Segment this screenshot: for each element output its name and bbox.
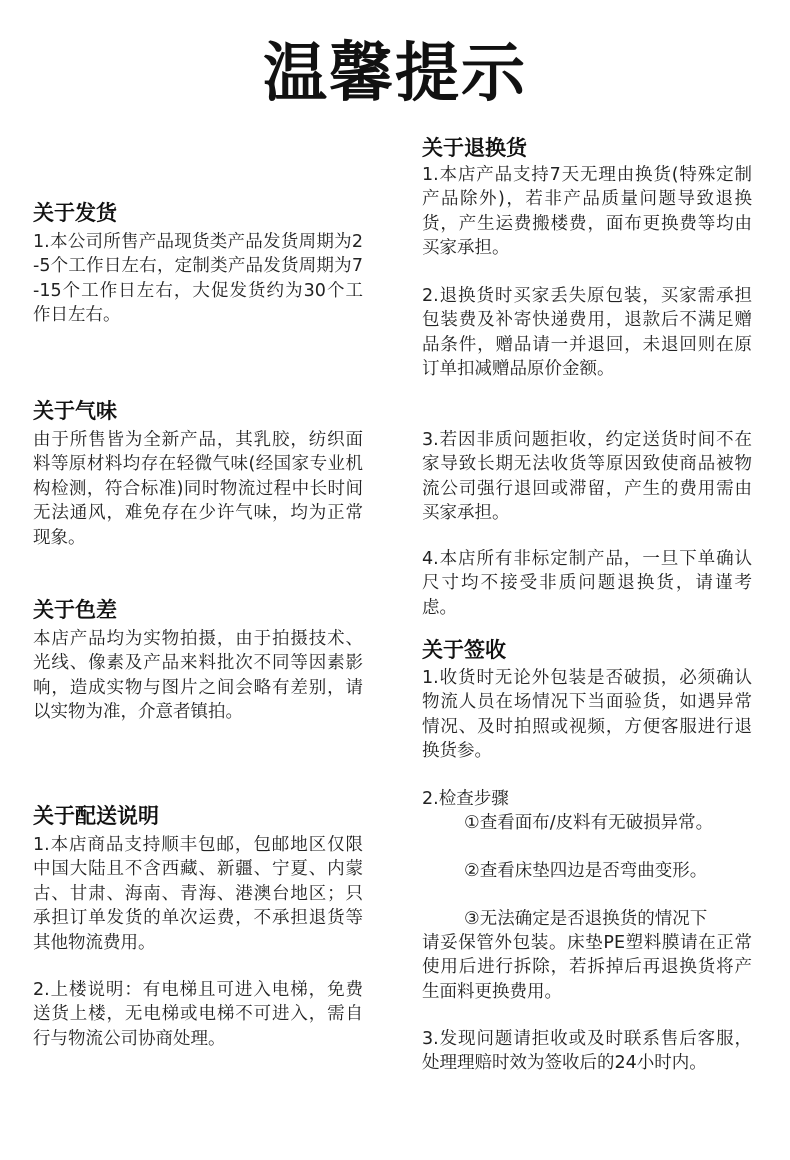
- returns-heading: 关于退换货: [422, 136, 527, 160]
- signing-step-2: ②查看床垫四边是否弯曲变形。: [464, 861, 708, 881]
- signing-paragraph-3: 3.发现问题请拒收或及时联系售后客服，处理理赔时效为签收后的24小时内。: [422, 1029, 752, 1074]
- color-heading: 关于色差: [33, 598, 117, 622]
- delivery-paragraph-2: 2.上楼说明：有电梯且可进入电梯，免费送货上楼，无电梯或电梯不可进入，需自行与物流公司协商处理。: [33, 980, 363, 1049]
- signing-paragraph-2: 2.检查步骤: [422, 789, 509, 809]
- shipping-paragraph-1: 1.本公司所售产品现货类产品发货周期为2-5个工作日左右，定制类产品发货周期为7-15个工作日左右，大促发货约为30个工作日左右。: [33, 232, 363, 326]
- color-paragraph-1: 本店产品均为实物拍摄，由于拍摄技术、光线、像素及产品来料批次不同等因素影响，造成实物与图片之间会略有差别，请以实物为准，介意者镇拍。: [33, 629, 363, 723]
- page-title: 温馨提示: [263, 37, 527, 111]
- signing-step-3-rest: 请妥保管外包装。床垫PE塑料膜请在正常使用后进行拆除，若拆掉后再退换货将产生面料更换费用。: [422, 933, 752, 1002]
- odor-paragraph-1: 由于所售皆为全新产品，其乳胶，纺织面料等原材料均存在轻微气味(经国家专业机构检测，符合标准)同时物流过程中长时间无法通风，难免存在少许气味，均为正常现象。: [33, 430, 363, 548]
- signing-step-3-lead: ③无法确定是否退换货的情况下: [464, 909, 708, 929]
- signing-heading: 关于签收: [422, 638, 506, 662]
- delivery-heading: 关于配送说明: [33, 804, 159, 828]
- signing-step-1: ①查看面布/皮料有无破损异常。: [464, 813, 714, 833]
- delivery-paragraph-1: 1.本店商品支持顺丰包邮，包邮地区仅限中国大陆且不含西藏、新疆、宁夏、内蒙古、甘肃、海南、青海、港澳台地区；只承担订单发货的单次运费，不承担退货等其他物流费用。: [33, 835, 363, 953]
- odor-heading: 关于气味: [33, 399, 117, 423]
- signing-paragraph-1: 1.收货时无论外包装是否破损，必须确认物流人员在场情况下当面验货，如遇异常情况、及时拍照或视频，方便客服进行退换货参。: [422, 668, 752, 762]
- returns-paragraph-2: 2.退换货时买家丢失原包装，买家需承担包装费及补寄快递费用，退款后不满足赠品条件，赠品请一并退回，未退回则在原订单扣减赠品原价金额。: [422, 286, 752, 380]
- returns-paragraph-3: 3.若因非质问题拒收，约定送货时间不在家导致长期无法收货等原因致使商品被物流公司强行退回或滞留，产生的费用需由买家承担。: [422, 430, 752, 524]
- returns-paragraph-1: 1.本店产品支持7天无理由换货(特殊定制产品除外)，若非产品质量问题导致退换货，产生运费搬楼费，面布更换费等均由买家承担。: [422, 165, 752, 259]
- shipping-heading: 关于发货: [33, 201, 117, 225]
- returns-paragraph-4: 4.本店所有非标定制产品，一旦下单确认尺寸均不接受非质问题退换货，请谨考虑。: [422, 549, 752, 618]
